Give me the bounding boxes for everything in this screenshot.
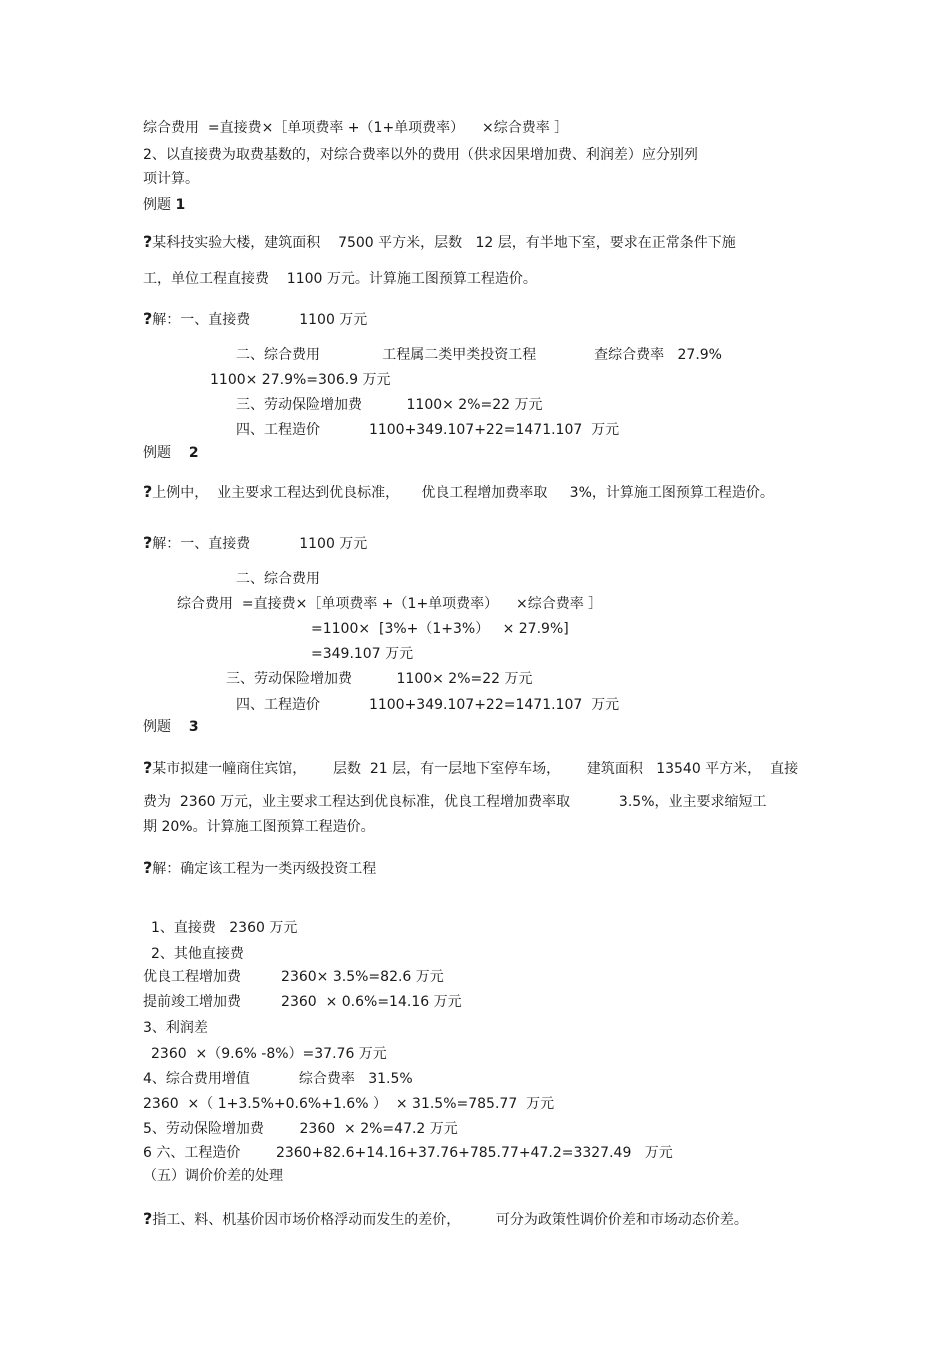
item-line: 4、综合费用增值 综合费率 31.5% — [143, 1071, 413, 1087]
example-label: 例题 — [143, 445, 171, 461]
paragraph-line: 项计算。 — [143, 171, 199, 187]
example-heading — [143, 718, 199, 736]
example-heading — [143, 196, 185, 214]
step-line: 四、工程造价 1100+349.107+22=1471.107 万元 — [236, 697, 620, 713]
example-heading — [143, 444, 199, 462]
solution-line — [143, 859, 376, 878]
item-line: 1、直接费 2360 万元 — [151, 920, 298, 936]
bullet-icon: ? — [143, 232, 153, 251]
calc-line: 1100× 27.9%=306.9 万元 — [210, 372, 391, 388]
item-line: 2、其他直接费 — [151, 946, 244, 962]
step-line: 二、综合费用 — [236, 571, 320, 587]
step-line: 三、劳动保险增加费 1100× 2%=22 万元 — [236, 397, 543, 413]
calc-line: =349.107 万元 — [311, 646, 414, 662]
question-text: 某科技实验大楼，建筑面积 7500 平方米，层数 12 层，有半地下室，要求在正常条件下施 — [152, 235, 736, 251]
example-number: 2 — [188, 445, 199, 461]
paragraph-line: 工，单位工程直接费 1100 万元。计算施工图预算工程造价。 — [143, 271, 537, 287]
question-line — [143, 759, 798, 778]
step-line: 二、综合费用 工程属二类甲类投资工程 查综合费率 27.9% — [236, 347, 722, 363]
formula-line: 综合费用 =直接费×［单项费率 +（1+单项费率） ×综合费率 ］ — [143, 120, 569, 136]
solution-text: 解：确定该工程为一类丙级投资工程 — [152, 861, 377, 877]
item-line: 6 六、工程造价 2360+82.6+14.16+37.76+785.77+47.2=3327.49 万元 — [143, 1145, 673, 1161]
bullet-icon: ? — [143, 482, 153, 501]
step-line: 四、工程造价 1100+349.107+22=1471.107 万元 — [236, 422, 620, 438]
item-line: 提前竣工增加费 2360 × 0.6%=14.16 万元 — [143, 994, 462, 1010]
section-heading: （五）调价价差的处理 — [143, 1168, 283, 1184]
question-line — [143, 483, 774, 502]
bullet-icon: ? — [143, 309, 153, 328]
calc-line: =1100× [3%+（1+3%） × 27.9%] — [311, 621, 569, 637]
example-number: 3 — [188, 719, 199, 735]
example-label: 例题 — [143, 197, 171, 213]
paragraph-line: 期 20%。计算施工图预算工程造价。 — [143, 819, 375, 835]
question-text: 某市拟建一幢商住宾馆， 层数 21 层，有一层地下室停车场， 建筑面积 13540 平方米， 直接 — [152, 761, 799, 777]
item-line: 3、利润差 — [143, 1020, 208, 1036]
question-line — [143, 1210, 748, 1229]
bullet-icon: ? — [143, 758, 153, 777]
solution-line — [143, 534, 367, 553]
solution-text: 解：一、直接费 1100 万元 — [152, 536, 368, 552]
bullet-icon: ? — [143, 533, 153, 552]
item-line: 5、劳动保险增加费 2360 × 2%=47.2 万元 — [143, 1121, 458, 1137]
paragraph-line: 费为 2360 万元，业主要求工程达到优良标准，优良工程增加费率取 3.5%，业主要求缩短工 — [143, 794, 767, 810]
question-line — [143, 233, 736, 252]
formula-line: 综合费用 =直接费×［单项费率 +（1+单项费率） ×综合费率 ］ — [177, 596, 603, 612]
item-line: 优良工程增加费 2360× 3.5%=82.6 万元 — [143, 969, 444, 985]
bullet-icon: ? — [143, 858, 153, 877]
step-line: 三、劳动保险增加费 1100× 2%=22 万元 — [226, 671, 533, 687]
example-label: 例题 — [143, 719, 171, 735]
example-number: 1 — [175, 197, 186, 213]
question-text: 上例中， 业主要求工程达到优良标准， 优良工程增加费率取 3%，计算施工图预算工程造价。 — [152, 485, 774, 501]
bullet-icon: ? — [143, 1209, 153, 1228]
solution-text: 解：一、直接费 1100 万元 — [152, 312, 368, 328]
item-line: 2360 ×（9.6% -8%）=37.76 万元 — [151, 1046, 387, 1062]
paragraph-line: 2、以直接费为取费基数的，对综合费率以外的费用（供求因果增加费、利润差）应分别列 — [143, 147, 698, 163]
paragraph-text: 指工、料、机基价因市场价格浮动而发生的差价， 可分为政策性调价价差和市场动态价差。 — [152, 1212, 748, 1228]
item-line: 2360 ×（ 1+3.5%+0.6%+1.6% ） × 31.5%=785.77 万元 — [143, 1096, 555, 1112]
solution-line — [143, 310, 367, 329]
